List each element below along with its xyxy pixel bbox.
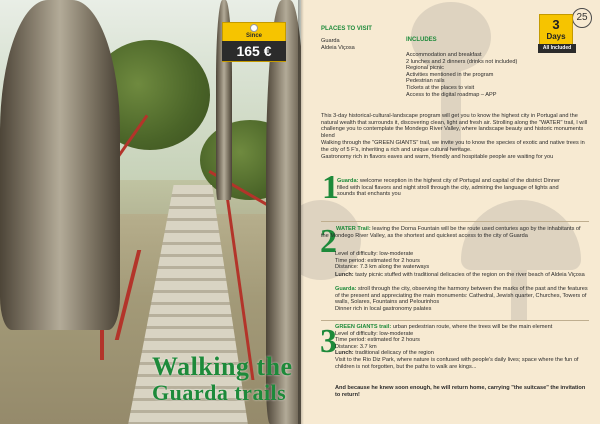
day-3-visit: Visit to the Rio Diz Park, where nature is confused with people's daily lives; space where the fun of children is not forgotten, but the paths to walk are kings... <box>335 356 579 370</box>
day-2-guarda <box>335 286 589 306</box>
day-2-lunch-label: Lunch: <box>335 272 354 278</box>
day-2-details <box>335 251 589 271</box>
intro-paragraph-2: Walking through the "GREEN GIANTS" trail, we invite you to know the species of exotic and native trees in the city of 5 F's, inheriting a rich and unique cultural heritage. <box>321 140 585 153</box>
day-1-description: welcome reception in the highest city of Portugal and capital of the district Dinner filled with local flavors and night stroll through the city, admiring the language of lights and sounds that enchants you <box>337 178 560 198</box>
day-3-description: urban pedestrian route, where the trees will be the main element <box>391 324 553 330</box>
includes-item: 2 lunches and 2 dinners (drinks not included) <box>406 58 518 65</box>
day-2-intro <box>321 226 589 239</box>
places-heading: PLACES TO VISIT <box>321 26 372 32</box>
day-2-lunch <box>335 272 589 279</box>
day-2-guarda-text: stroll through the city, observing the harmony between the marks of the past and the features of the present and appreciating the main monuments: Cathedral, Jewish quarter, Churches, Towers of walls, Solares, Fountains and Pelourinhos <box>335 286 588 306</box>
title-line-2: Guarda trails <box>152 380 287 405</box>
intro-paragraph: This 3-day historical-cultural-landscape program will get you to know the highest city in Portugal and the natural wealth that surrounds it, discovering clean, light and fresh air. Strolling along the "WATER" trail, I will challenge you to contemplate the Mondego River Valley, where landscape beauty and historic monuments blend <box>321 113 588 139</box>
includes-list <box>406 52 517 98</box>
tree-trunk <box>0 0 120 330</box>
includes-heading: INCLUDES <box>406 37 437 43</box>
day-3-label: GREEN GIANTS trail: <box>335 324 392 330</box>
includes-item: Pedestrian rails <box>406 78 445 85</box>
day-1-text <box>337 178 567 198</box>
divider <box>321 221 589 222</box>
includes-item: Tickets at the places to visit <box>406 84 475 91</box>
price-tag <box>222 22 286 62</box>
place-item: Guarda <box>321 38 340 44</box>
right-page <box>301 0 600 424</box>
day-3-lunch-text: traditional delicacy of the region <box>353 350 434 357</box>
includes-item: Accommodation and breakfast <box>406 52 482 58</box>
day-1-label: Guarda: <box>337 178 359 184</box>
includes-item: Activities mentioned in the program <box>406 71 494 78</box>
day-2-lunch-text: tasty picnic stuffed with traditional delicacies of the region on the river beach of Aldeia Viçosa <box>353 272 585 278</box>
day-2-number: 2 <box>320 223 337 260</box>
day-3-number: 3 <box>320 323 337 360</box>
day-3-time: Time period: estimated for 2 hours <box>335 337 420 344</box>
price-since-label: Since <box>245 33 262 39</box>
includes-item: Access to the digital roadmap – APP <box>406 91 497 98</box>
day-3-lunch-label: Lunch: <box>335 350 354 357</box>
days-number: 3 <box>552 17 560 32</box>
title-line-1: Walking the <box>152 352 293 381</box>
day-3-distance: Distance: 3.7 km <box>335 343 377 350</box>
day-2-label: WATER Trail: <box>336 226 371 232</box>
day-2-difficulty: Level of difficulty: low-moderate <box>335 251 414 257</box>
day-2-dinner: Dinner rich in local gastronomy palates <box>335 306 432 312</box>
intro-paragraph-3: Gastronomy rich in flavors eaves and warm, friendly and hospitable people are waiting for you <box>321 154 554 160</box>
book-spine-shadow <box>298 0 304 424</box>
day-2-description: leaving the Dorna Fountain will be the route used centuries ago by the inhabitants of the Mondego River Valley, as the shortest and quickest access to the city of Guarda <box>321 226 581 239</box>
day-2-distance: Distance: 7.3 km along the waterways <box>335 264 430 271</box>
divider <box>321 320 589 321</box>
places-list <box>321 38 355 52</box>
days-label: Days <box>546 32 566 41</box>
all-included-label: All Included <box>538 44 576 53</box>
closing-text: And because he knew soon enough, he will return home, carrying "the suitcase" the invitation to return! <box>335 385 586 398</box>
page-number: 25 <box>572 8 592 28</box>
day-2-time: Time period: estimated for 2 hours <box>335 257 420 264</box>
day-2-guarda-label: Guarda: <box>335 286 357 292</box>
page-title <box>152 354 297 404</box>
day-3-details <box>335 324 589 370</box>
day-3-difficulty: Level of difficulty: low-moderate <box>335 330 414 337</box>
price-value: 165 € <box>222 41 286 61</box>
day-1-number: 1 <box>322 169 339 206</box>
days-badge <box>539 14 573 52</box>
pin-icon <box>250 24 258 32</box>
place-item: Aldeia Viçosa <box>321 45 355 51</box>
includes-item: Regional picnic <box>406 65 444 72</box>
